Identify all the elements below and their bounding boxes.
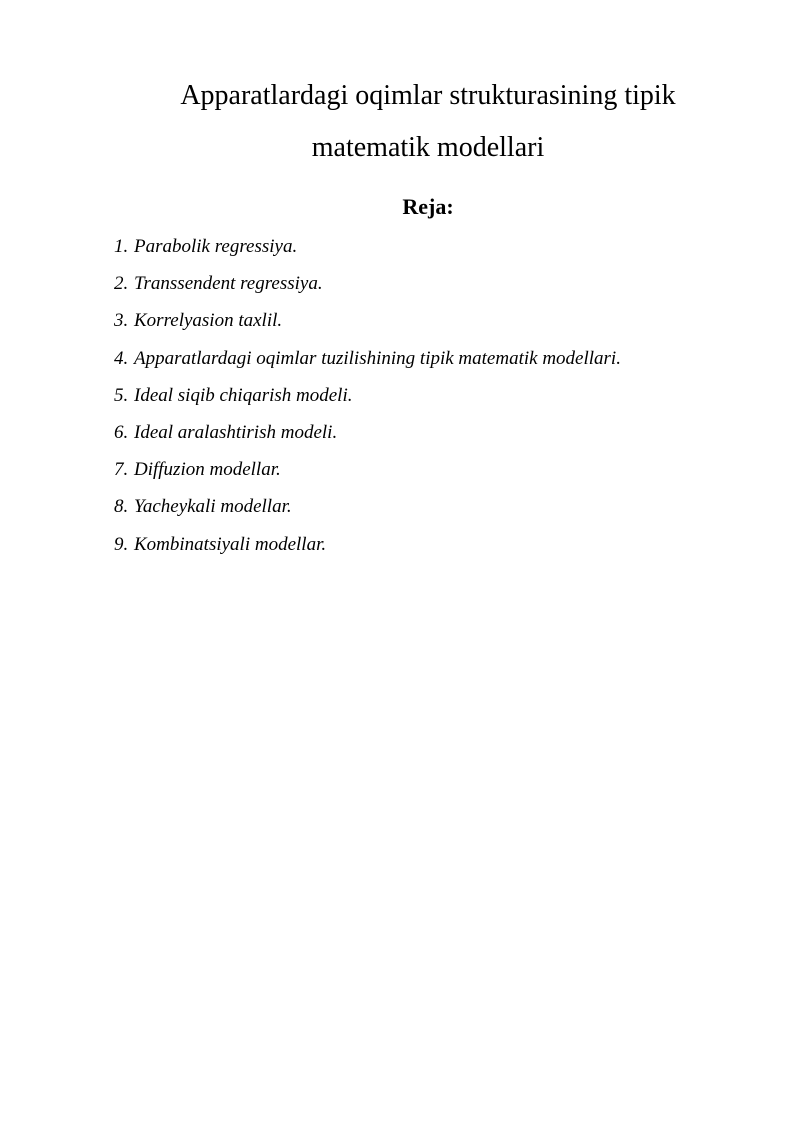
plan-item-number: 4. bbox=[114, 347, 129, 369]
plan-item bbox=[114, 488, 754, 525]
plan-item-number: 1. bbox=[114, 236, 129, 257]
plan-item bbox=[114, 451, 754, 488]
plan-item-text: Korrelyasion taxlil. bbox=[134, 310, 283, 332]
plan-item bbox=[114, 265, 754, 302]
title-line-2: matematik modellari bbox=[311, 132, 545, 163]
title-line-1: Apparatlardagi oqimlar strukturasining tipik bbox=[180, 80, 676, 111]
plan-item-text: Apparatlardagi oqimlar tuzilishining tipik matematik modellari. bbox=[134, 347, 621, 369]
plan-item bbox=[114, 228, 754, 265]
plan-item-text: Yacheykali modellar. bbox=[134, 496, 292, 518]
plan-item-number: 2. bbox=[114, 273, 129, 295]
plan-item-text: Ideal aralashtirish modeli. bbox=[134, 422, 338, 444]
plan-item-number: 7. bbox=[114, 459, 129, 481]
plan-item-text: Ideal siqib chiqarish modeli. bbox=[134, 384, 353, 406]
plan-item bbox=[114, 526, 754, 563]
plan-heading: Reja: bbox=[402, 194, 454, 219]
plan-item-number: 6. bbox=[114, 422, 129, 444]
plan-item-text: Diffuzion modellar. bbox=[134, 459, 281, 481]
plan-item bbox=[114, 302, 754, 339]
plan-item bbox=[114, 377, 754, 414]
plan-item-number: 5. bbox=[114, 384, 129, 406]
plan-item-text: Transsendent regressiya. bbox=[134, 273, 323, 295]
plan-item-text: Kombinatsiyali modellar. bbox=[134, 533, 327, 555]
plan-item-number: 3. bbox=[114, 310, 129, 332]
plan-item-number: 9. bbox=[114, 533, 129, 555]
plan-item-text: Parabolik regressiya. bbox=[134, 236, 298, 257]
plan-list bbox=[114, 228, 754, 563]
plan-item bbox=[114, 414, 754, 451]
plan-item-number: 8. bbox=[114, 496, 129, 518]
document-title bbox=[118, 70, 738, 174]
plan-item bbox=[114, 340, 754, 377]
